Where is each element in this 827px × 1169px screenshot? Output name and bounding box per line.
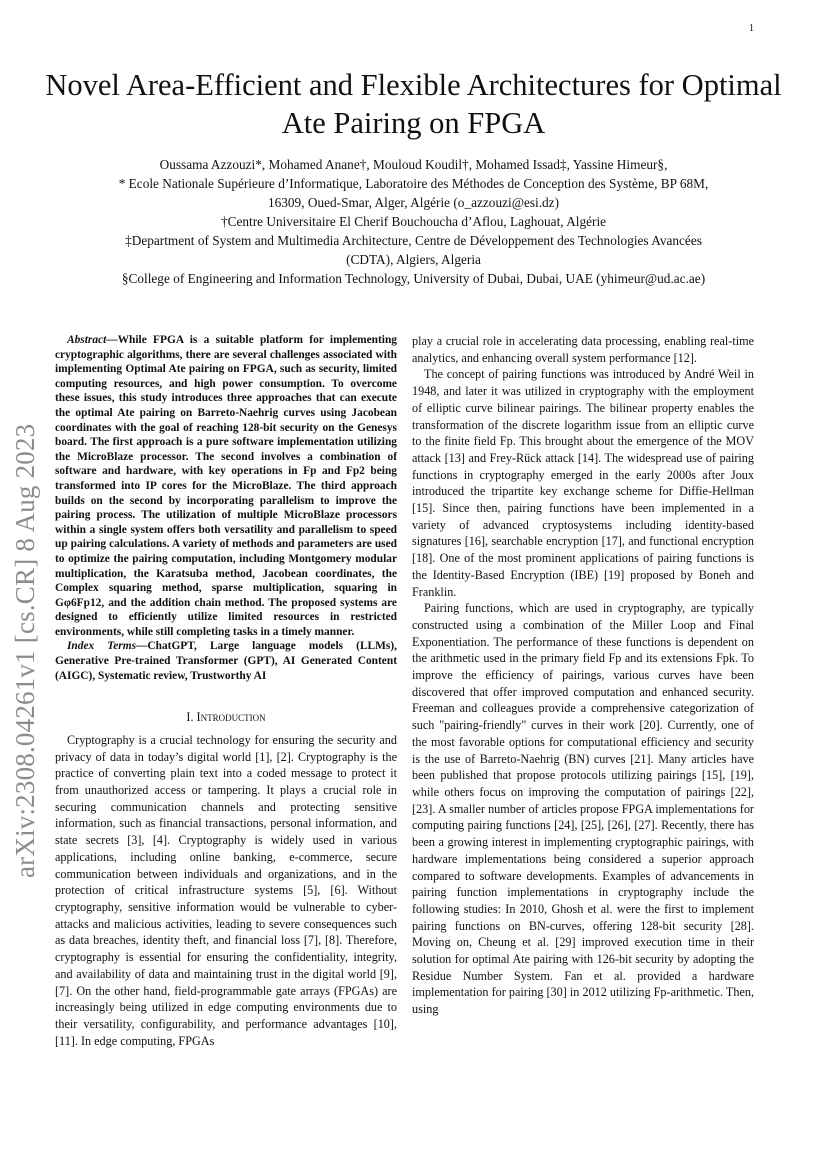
abstract-lead: Abstract [67, 334, 107, 346]
affiliation-dubai: §College of Engineering and Information Technology, University of Dubai, Dubai, UAE (yhimeur@ud.ac.ae) [121, 271, 706, 286]
intro-paragraph-2: The concept of pairing functions was introduced by André Weil in 1948, and later it was utilized in cryptography with the employment of elliptic curve bilinear pairings. The bilinear property enables the transformation of the discrete logarithm issue from an elliptic curve to the finite field Fp. This brought about the emergence of the MOV attack [13] and Frey-Rück attack [14]. The widespread use of pairing functions in cryptography emerged in the early 2000s after Joux introduced the tripartite key exchange scheme for Diffie-Hellman [15]. Since then, pairing functions have been implemented in a variety of advanced cryptosystems including identity-based signatures [16], searchable encryption [17], and functional encryption [18]. One of the most prominent applications of pairing functions is the Identity-Based Encryption (IBE) [19] proposed by Boneh and Franklin. [412, 367, 754, 599]
index-terms-lead: Index Terms [67, 640, 136, 653]
arxiv-identifier-stamp: arXiv:2308.04261v1 [cs.CR] 8 Aug 2023 [10, 423, 40, 878]
section-heading-introduction: I. Introduction [186, 710, 266, 725]
author-block [40, 155, 787, 288]
right-column [412, 333, 754, 1018]
affiliation-cdta-line2: (CDTA), Algiers, Algeria [346, 252, 481, 267]
intro-paragraph-3: Pairing functions, which are used in cryptography, are typically constructed using a combination of the Miller Loop and Final Exponentiation. The performance of these functions is dependent on the arithmetic used in the primary field Fp and its extensions Fpk. To improve the efficiency of pairings, various curves have been discovered that offer improved computation and enhanced security. Freeman and colleagues provide a comprehensive categorization of such "pairing-friendly" curves in their work [20]. Currently, one of the most favorable options for computational efficiency and security is the use of Barreto-Naehrig (BN) curves [21]. Many articles have been published that propose protocols utilizing pairings [15], [19], while others focus on improving the computation of pairings [22], [23]. A smaller number of articles propose FPGA implementations for computing pairing functions [24], [25], [26], [27]. Recently, there has been a growing interest in implementing cryptographic pairings, with hardware implementations being considered a superior approach compared to software developments. Examples of advancements in pairing function implementations in cryptography include the following studies: In 2010, Ghosh et al. were the first to implement pairing functions on BN-curves, offering 128-bit security [28]. Moving on, Cheung et al. [29] improved execution time in their solution for optimal Ate pairing with 126-bit security by adopting the Residue Number System. Fan et al. provided a hardware implementation for pairing [30] in 2012 utilizing Fp-arithmetic. Then, using [412, 601, 754, 1017]
intro-paragraph-1: Cryptography is a crucial technology for ensuring the security and privacy of data in today’s digital world [1], [2]. Cryptography is the practice of converting plain text into a coded message to protect it from unauthorized access or tampering. It plays a crucial role in securing communication channels and protecting sensitive information, such as financial transactions, personal information, and state secrets [3], [4]. Cryptography is widely used in various applications, including online banking, e-commerce, secure communication between individuals and organizations, and in the protection of critical infrastructure systems [5], [6]. Without cryptography, sensitive information would be vulnerable to cyber-attacks and malicious activities, leading to severe consequences such as data breaches, identity theft, and financial loss [7], [8]. Therefore, cryptography is essential for ensuring the confidentiality, integrity, and availability of data and maintaining trust in the digital world [9], [7]. On the other hand, field-programmable gate arrays (FPGAs) are increasingly being utilized in edge computing environments due to their versatility, configurability, and performance advantages [10], [11]. In edge computing, FPGAs [55, 732, 397, 1048]
author-list: Oussama Azzouzi*, Mohamed Anane†, Mouloud Koudil†, Mohamed Issad‡, Yassine Himeur§, [159, 157, 668, 172]
abstract-text: —While FPGA is a suitable platform for implementing cryptographic algorithms, there are several challenges associated with implementing Optimal Ate pairing on FPGA, such as security, limited computing resources, and high power consumption. To overcome these issues, this study introduces three approaches that can execute the optimal Ate pairing on Barreto-Naehrig curves using Jacobean coordinates with the goal of reaching 128-bit security on the Genesys board. The first approach is a pure software implementation utilizing the MicroBlaze processor. The second involves a combination of software and hardware, with key operations in Fp and Fp2 being transformed into IP cores for the MicroBlaze. The third approach builds on the second by incorporating parallelism to improve the pairing process. The utilization of multiple MicroBlaze processors within a single system offers both versatility and parallelism to speed up pairing calculations. A variety of methods and parameters are used to optimize the pairing computation, including Montgomery modular multiplication, the Karatsuba method, Jacobean coordinates, the Complex squaring method, sparse multiplication, squaring in Gφ6Fp12, and the addition chain method. The proposed systems are designed to efficiently utilize limited resources in restricted environments, while still completing tasks in a timely manner. [55, 334, 397, 638]
page-number: 1 [749, 23, 754, 34]
left-column [55, 333, 397, 1049]
paper-title: Novel Area-Efficient and Flexible Architectures for Optimal Ate Pairing on FPGA [45, 68, 782, 140]
affiliation-aflou: †Centre Universitaire El Cherif Bouchoucha d’Aflou, Laghouat, Algérie [220, 214, 607, 229]
index-terms-text: —ChatGPT, Large language models (LLMs), Generative Pre-trained Transformer (GPT), AI Generated Content (AIGC), Systematic review, Trustworthy AI [55, 640, 397, 682]
affiliation-esi-line1: * Ecole Nationale Supérieure d’Informatique, Laboratoire des Méthodes de Conception des Système, BP 68M, [118, 176, 709, 191]
abstract [55, 333, 397, 639]
affiliation-esi-line2: 16309, Oued-Smar, Alger, Algérie (o_azzouzi@esi.dz) [267, 195, 560, 210]
intro-paragraph-continued: play a crucial role in accelerating data processing, enabling real-time analytics, and enhancing overall system performance [12]. [412, 334, 754, 365]
index-terms [55, 639, 397, 683]
affiliation-cdta-line1: ‡Department of System and Multimedia Architecture, Centre de Développement des Technologies Avancées [125, 233, 702, 248]
